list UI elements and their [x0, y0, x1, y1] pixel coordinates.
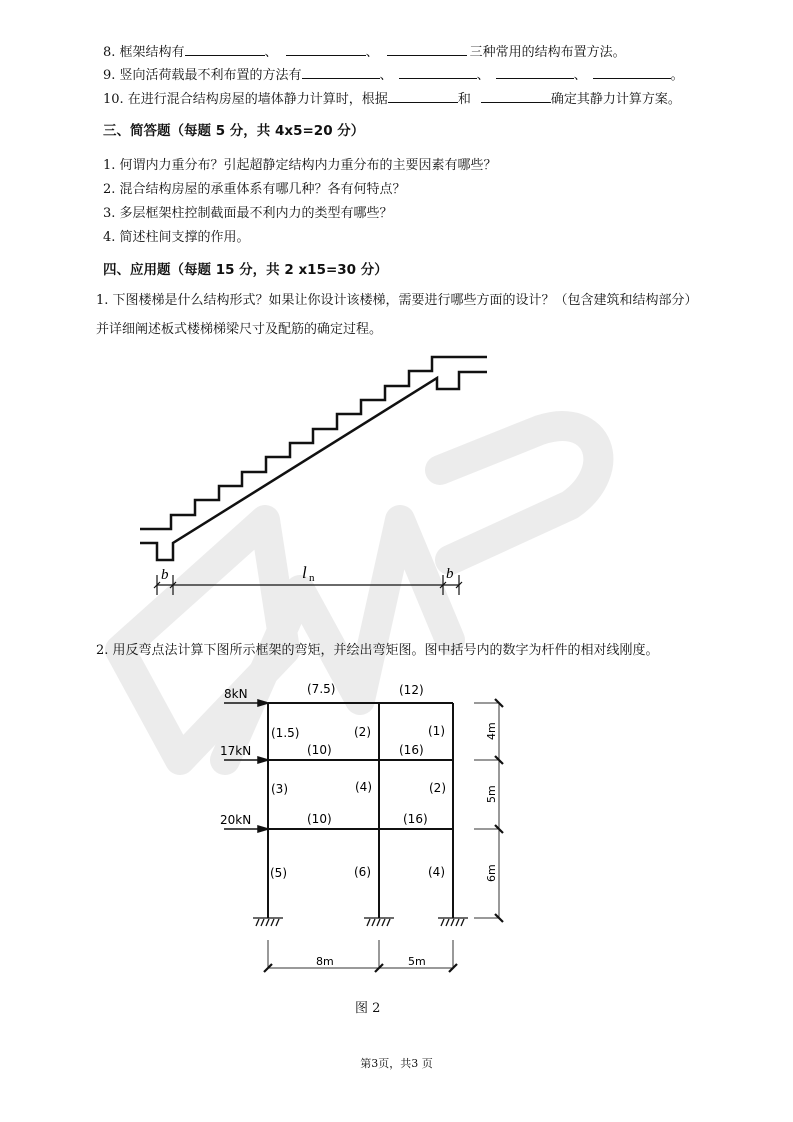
load-20kn: 20kN: [220, 813, 252, 827]
col-3-left: (1.5): [271, 726, 300, 740]
question-4-1-line2: 并详细阐述板式楼梯梯梁尺寸及配筋的确定过程。: [96, 322, 383, 337]
col-1-mid: (6): [354, 865, 371, 879]
b-right-label: b: [446, 566, 454, 582]
figure-caption: 图 2: [355, 1001, 381, 1016]
col-1-right: (4): [428, 865, 445, 879]
question-8: 8. 框架结构有 、 、 三种常用的结构布置方法。: [103, 45, 626, 60]
col-3-mid: (2): [354, 725, 371, 739]
height-4m: 4m: [485, 722, 498, 740]
load-8kn: 8kN: [224, 687, 248, 701]
question-3-2: 2. 混合结构房屋的承重体系有哪几种？各有何特点？: [103, 182, 406, 197]
b-left-label: b: [161, 567, 169, 583]
beam-low-right: (16): [403, 812, 428, 826]
section-4-heading: 四、应用题（每题 15 分，共 2 x15=30 分）: [103, 262, 388, 278]
col-2-mid: (4): [355, 780, 372, 794]
question-3-4: 4. 简述柱间支撑的作用。: [103, 230, 250, 245]
page-footer: 第3页，共3 页: [360, 1057, 433, 1070]
col-2-left: (3): [271, 782, 288, 796]
question-3-1: 1. 何谓内力重分布？引起超静定结构内力重分布的主要因素有哪些？: [103, 158, 497, 173]
beam-mid-left: (10): [307, 743, 332, 757]
ln-label: l: [302, 563, 307, 582]
col-2-right: (2): [429, 781, 446, 795]
beam-low-left: (10): [307, 812, 332, 826]
beam-mid-right: (16): [399, 743, 424, 757]
col-1-left: (5): [270, 866, 287, 880]
height-6m: 6m: [485, 864, 498, 882]
question-3-3: 3. 多层框架柱控制截面最不利内力的类型有哪些？: [103, 206, 393, 221]
beam-top-right: (12): [399, 683, 424, 697]
span-8m: 8m: [316, 955, 334, 968]
load-17kn: 17kN: [220, 744, 252, 758]
question-9: 9. 竖向活荷载最不利布置的方法有 、 、 、 。: [103, 68, 684, 83]
section-3-heading: 三、简答题（每题 5 分，共 4x5=20 分）: [103, 123, 365, 139]
question-10: 10. 在进行混合结构房屋的墙体静力计算时，根据 和 确定其静力计算方案。: [103, 92, 681, 107]
col-3-right: (1): [428, 724, 445, 738]
question-4-2: 2. 用反弯点法计算下图所示框架的弯矩，并绘出弯矩图。图中括号内的数字为杆件的相对线刚度。: [96, 643, 659, 658]
beam-top-left: (7.5): [307, 682, 336, 696]
height-5m: 5m: [485, 785, 498, 803]
ln-subscript: n: [309, 572, 315, 584]
span-5m: 5m: [408, 955, 426, 968]
question-4-1-line1: 1. 下图楼梯是什么结构形式？如果让你设计该楼梯，需要进行哪些方面的设计？（包含建筑和结构部分）: [96, 293, 698, 308]
